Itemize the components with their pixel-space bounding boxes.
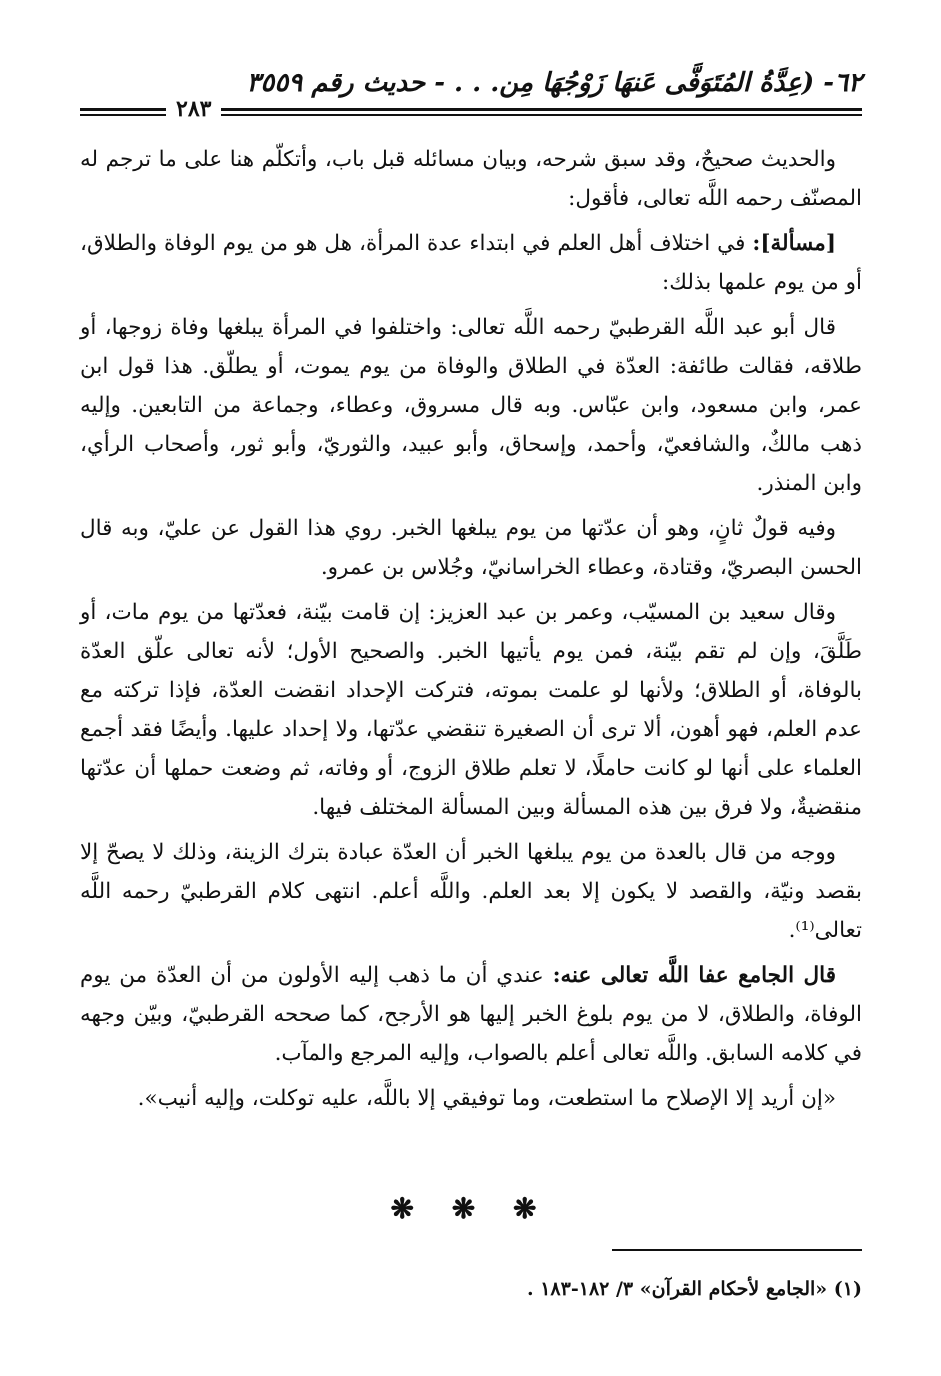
body-text — [80, 140, 862, 1124]
section-separator: ❋ ❋ ❋ — [390, 1192, 551, 1225]
paragraph-text: ووجه من قال بالعدة من يوم يبلغها الخبر أن العدّة عبادة بترك الزينة، وذلك لا يصحّ إلا بقصد ونيّة، والقصد لا يكون إلا بعد العلم. واللَّه أعلم. انتهى كلام القرطبيّ رحمه اللَّه تعالى⁽¹⁾. — [80, 840, 862, 943]
paragraph-8 — [80, 1079, 862, 1118]
paragraph-text: قال أبو عبد اللَّه القرطبيّ رحمه اللَّه تعالى: واختلفوا في المرأة يبلغها وفاة زوجها، أو طلاقه، فقالت طائفة: العدّة في الطلاق والوفاة من يوم يموت، أو يطلّق. هذا قول ابن عمر، وابن مسعود، وابن عبّاس. وبه قال مسروق، وعطاء، وجماعة من التابعين. وإليه ذهب مالكٌ، والشافعيّ، وأحمد، وإسحاق، وأبو عبيد، والثوريّ، وأبو ثور، وأصحاب الرأي، وابن المنذر. — [80, 315, 862, 496]
page-header — [80, 62, 862, 122]
paragraph-text: والحديث صحيحٌ، وقد سبق شرحه، وبيان مسائله قبل باب، وأتكلّم هنا على ما ترجم له المصنّف رحمه اللَّه تعالى، فأقول: — [80, 147, 862, 211]
paragraph-7 — [80, 956, 862, 1073]
paragraph-lead: [مسألة]: — [752, 231, 836, 256]
footnote: (١) «الجامع لأحكام القرآن» ٣/ ١٨٢-١٨٣ . — [526, 1278, 862, 1300]
paragraph-text: عندي أن ما ذهب إليه الأولون من أن العدّة من يوم الوفاة، والطلاق، لا من يوم بلوغ الخبر إليها هو الأرجح، كما صححه القرطبيّ، وبيّن وجهه في كلامه السابق. واللَّه تعالى أعلم بالصواب، وإليه المرجع والمآب. — [80, 963, 862, 1066]
paragraph-lead: قال الجامع عفا اللَّه تعالى عنه: — [552, 963, 836, 988]
paragraph-text: في اختلاف أهل العلم في ابتداء عدة المرأة، هل هو من يوم الوفاة والطلاق، أو من يوم علمها بذلك: — [80, 231, 862, 295]
paragraph-2 — [80, 224, 862, 302]
paragraph-4 — [80, 509, 862, 587]
paragraph-5 — [80, 593, 862, 827]
chapter-title: ٦٢- (عِدَّةُ المُتَوَفَّى عَنهَا زَوْجُهَا مِن. . . - حديث رقم ٣٥٥٩ — [246, 68, 862, 98]
paragraph-text: وقال سعيد بن المسيّب، وعمر بن عبد العزيز: إن قامت بيّنة، فعدّتها من يوم مات، أو طَلَّقَ، وإن لم تقم بيّنة، فمن يوم يأتيها الخبر. والصحيح الأول؛ لأنه تعالى علّق العدّة بالوفاة، أو الطلاق؛ ولأنها لو علمت بموته، فتركت الإحداد انقضت العدّة، فإذا تركته مع عدم العلم، فهو أهون، ألا ترى أن الصغيرة تنقضي عدّتها، ولا إحداد عليها. وأيضًا فقد أجمع العلماء على أنها لو كانت حاملًا، لا تعلم طلاق الزوج، أو وفاته، ثم وضعت حملها أن عدّتها منقضيةٌ، ولا فرق بين هذه المسألة وبين المسألة المختلف فيها. — [80, 600, 862, 820]
paragraph-text: «إن أريد إلا الإصلاح ما استطعت، وما توفيقي إلا باللَّه، عليه توكلت، وإليه أنيب». — [137, 1086, 836, 1111]
page-number: ٢٨٣ — [166, 96, 221, 122]
paragraph-6 — [80, 833, 862, 950]
footnote-rule — [612, 1249, 862, 1251]
paragraph-1 — [80, 140, 862, 218]
paragraph-text: وفيه قولٌ ثانٍ، وهو أن عدّتها من يوم يبلغها الخبر. روي هذا القول عن عليّ، وبه قال الحسن البصريّ، وقتادة، وعطاء الخراسانيّ، وجُلاس بن عمرو. — [80, 516, 862, 580]
paragraph-3 — [80, 308, 862, 503]
